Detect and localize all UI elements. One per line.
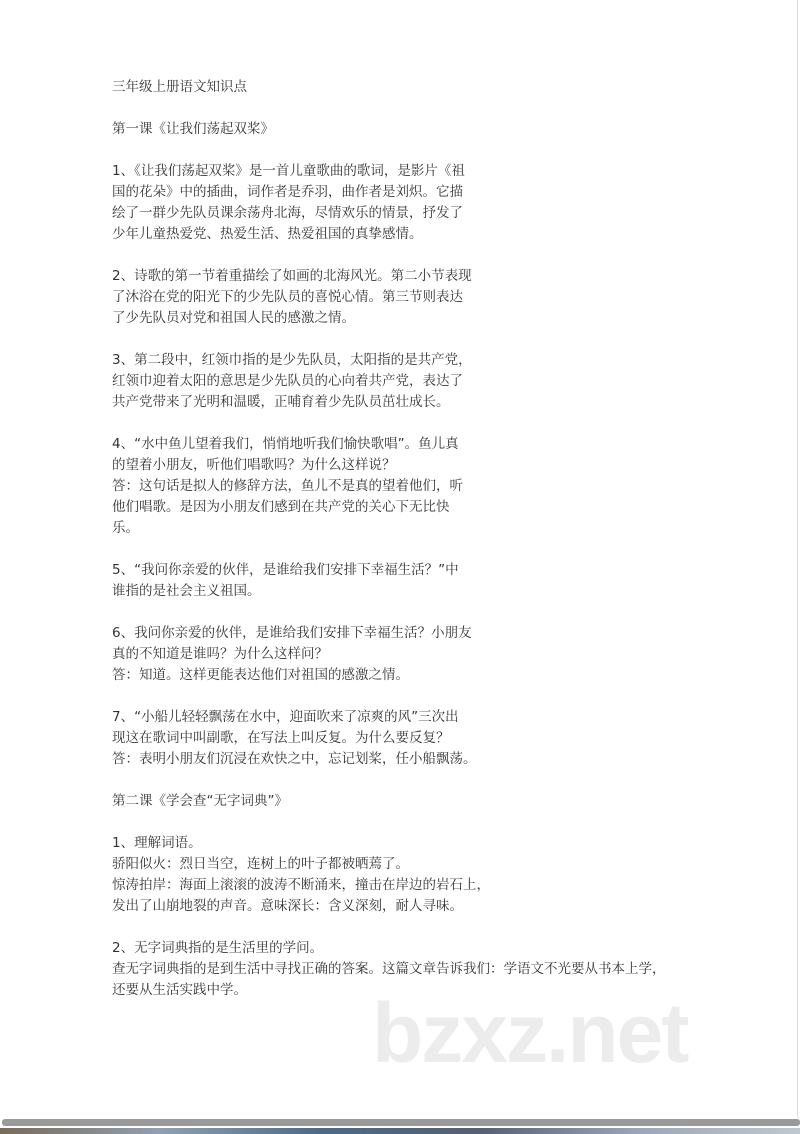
text-line: 发出了山崩地裂的声音。意味深长：含义深刻，耐人寻味。 [112,898,463,914]
text-line: 答：这句话是拟人的修辞方法，鱼儿不是真的望着他们，听 [112,478,463,494]
horizontal-scrollbar[interactable] [2,1119,800,1126]
document-title [112,77,666,98]
document-body [112,77,666,1022]
text-line: 第二课《学会查“无字词典”》 [112,793,288,809]
text-line: 还要从生活实践中学。 [112,982,247,998]
paragraph [112,560,666,602]
paragraph [112,161,666,245]
paragraph [112,434,666,539]
text-line: 查无字词典指的是到生活中寻找正确的答案。这篇文章告诉我们：学语文不光要从书本上学， [112,961,666,977]
text-line: 了沐浴在党的阳光下的少先队员的喜悦心情。第三节则表达 [112,289,463,305]
lesson-heading [112,119,666,140]
text-line: 绘了一群少先队员课余荡舟北海，尽情欢乐的情景，抒发了 [112,205,463,221]
text-line: 现这在歌词中叫副歌，在写法上叫反复。为什么要反复？ [112,730,450,746]
watermark: bzxz.net [372,986,688,1080]
text-line: 4、“水中鱼儿望着我们，悄悄地听我们愉快歌唱”。鱼儿真 [112,436,459,452]
paragraph [112,266,666,329]
text-line: 他们唱歌。是因为小朋友们感到在共产党的关心下无比快 [112,499,450,515]
text-line: 少年儿童热爱党、热爱生活、热爱祖国的真挚感情。 [112,226,423,242]
text-line: 1、《让我们荡起双桨》是一首儿童歌曲的歌词，是影片《祖 [112,163,465,179]
lesson-heading [112,791,666,812]
text-line: 5、“我问你亲爱的伙伴，是谁给我们安排下幸福生活？”中 [112,562,459,578]
text-line: 骄阳似火：烈日当空，连树上的叶子都被晒蔫了。 [112,856,409,872]
text-line: 真的不知道是谁吗？为什么这样问？ [112,646,328,662]
text-line: 1、理解词语。 [112,835,202,851]
text-line: 2、诗歌的第一节着重描绘了如画的北海风光。第二小节表现 [112,268,472,284]
text-line: 第一课《让我们荡起双桨》 [112,121,274,137]
text-line: 共产党带来了光明和温暖，正哺育着少先队员茁壮成长。 [112,394,450,410]
text-line: 红领巾迎着太阳的意思是少先队员的心向着共产党，表达了 [112,373,463,389]
text-line: 的望着小朋友，听他们唱歌吗？为什么这样说？ [112,457,396,473]
text-line: 三年级上册语文知识点 [112,79,247,95]
text-line: 答：知道。这样更能表达他们对祖国的感激之情。 [112,667,409,683]
background-strip [0,1128,800,1134]
paragraph [112,623,666,686]
text-line: 答：表明小朋友们沉浸在欢快之中，忘记划桨，任小船飘荡。 [112,751,477,767]
text-line: 谁指的是社会主义祖国。 [112,583,261,599]
text-line: 了少先队员对党和祖国人民的感激之情。 [112,310,355,326]
text-line: 国的花朵》中的插曲，词作者是乔羽，曲作者是刘炽。它描 [112,184,463,200]
text-line: 2、无字词典指的是生活里的学问。 [112,940,324,956]
text-line: 3、第二段中，红领巾指的是少先队员，太阳指的是共产党， [112,352,472,368]
text-line: 乐。 [112,520,139,536]
paragraph [112,833,666,917]
paragraph [112,707,666,770]
text-line: 7、“小船儿轻轻飘荡在水中，迎面吹来了凉爽的风”三次出 [112,709,459,725]
text-line: 惊涛拍岸：海面上滚滚的波涛不断涌来，撞击在岸边的岩石上， [112,877,490,893]
text-line: 6、我问你亲爱的伙伴，是谁给我们安排下幸福生活？小朋友 [112,625,472,641]
paragraph [112,350,666,413]
